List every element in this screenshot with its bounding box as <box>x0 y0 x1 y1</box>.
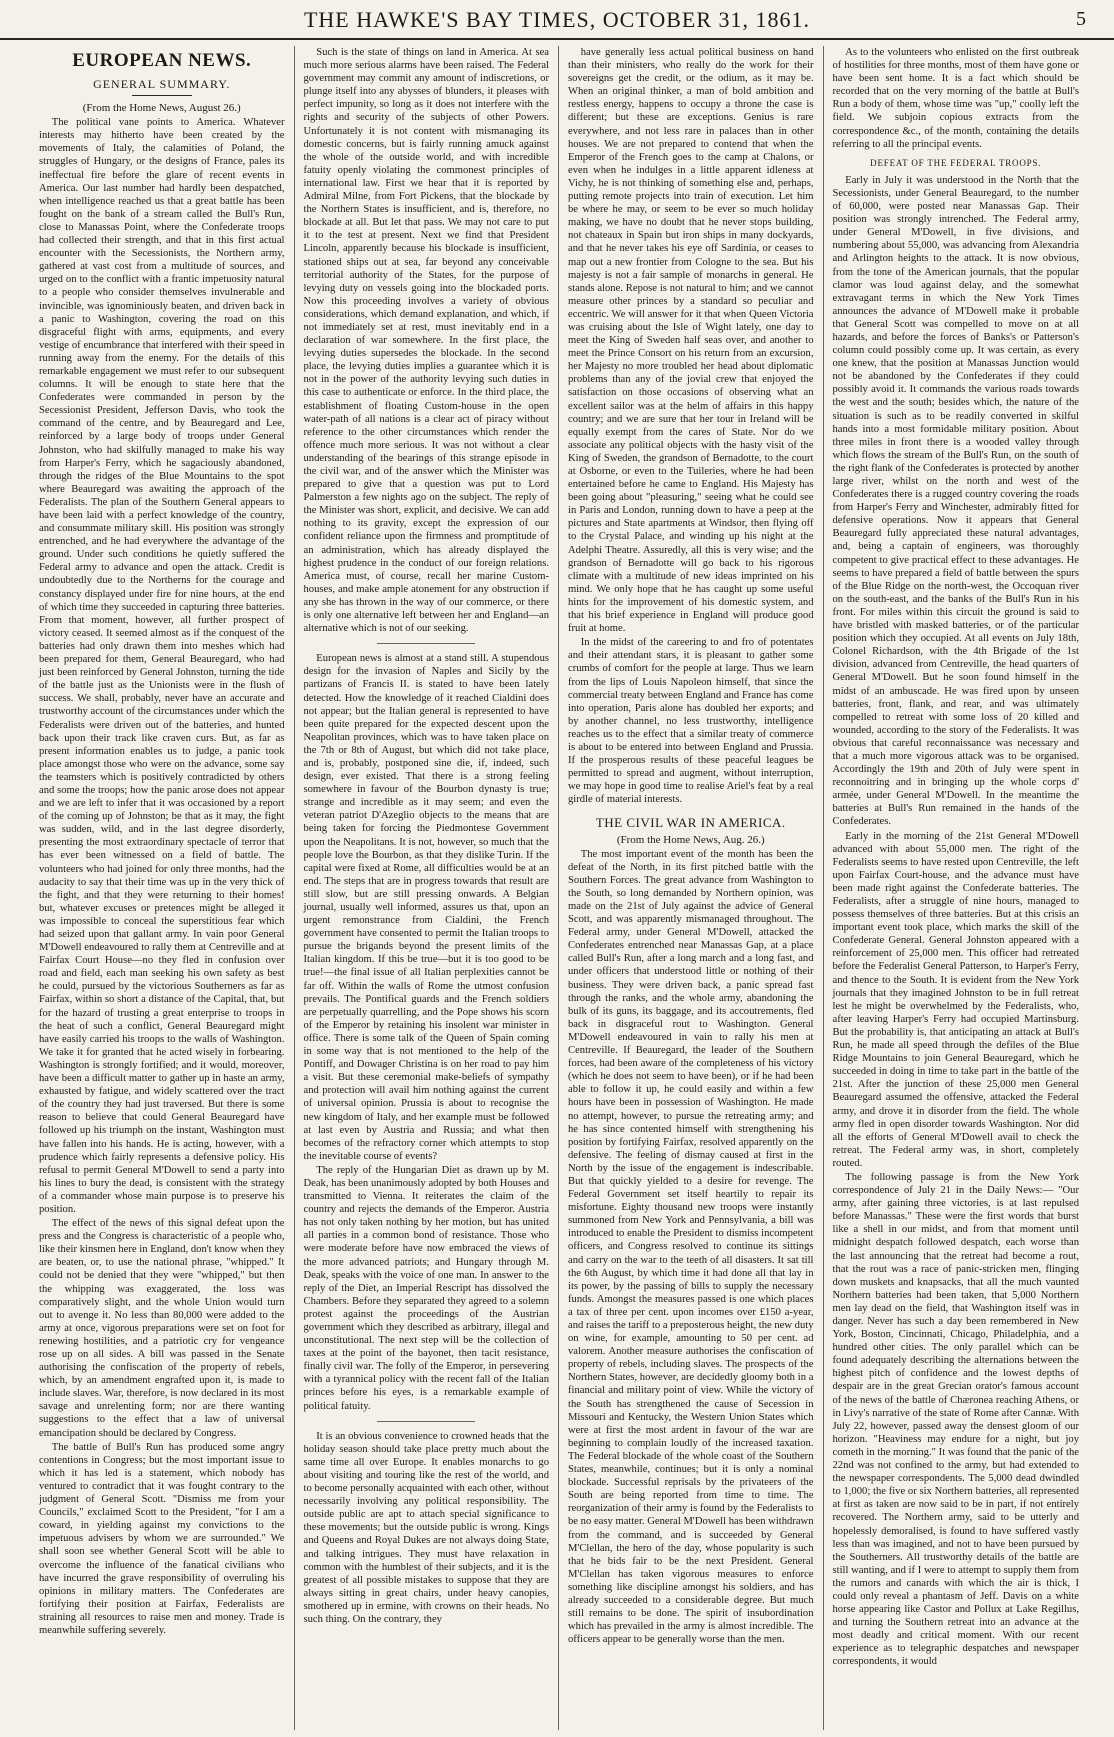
article-paragraph: The following passage is from the New York correspondence of July 21 in the Daily News:— "Our army, after gaining three victories, is at last repulsed before Manassas." These were the first words that burst like a shell in our midst, and from that moment until midnight despatch followed despatch, each worse than the last announcing that the retreat had become a rout, that the rout was a race of panic-stricken men, flinging down muskets and knapsacks, that all the much vaunted Northern batteries had been taken, that 5,000 Northern men lay dead on the field, that Washington itself was in danger. Never has such a day been remembered in New York, Boston, Cincinnati, Chicago, Philadelphia, and a hundred other cities. The only parallel which can be found adequately describing the alternations between the highest pitch of confidence and the lowest depths of despair are in the great Grecian orator's famous account of the news of the battle of Chæronea reaching Athens, or in Livy's narrative of the state of Rome after Cannæ. With July 22, however, passed away the densest gloom of our horizon. "Heaviness may endure for a night, but joy cometh in the morning." It was found that the panic of the 22nd was not confined to the army, but had extended to the newspaper correspondents. The 5,000 dead dwindled to 1,000; the five or six Northern batteries, all represented at first as taken are now said to be in part, if not entirely recovered. The Northern army, said to be utterly and hopelessly demoralised, is found to have suffered vastly less than was imagined, and not to have been pursued by the Southerners. All trustworthy details of the battle are still wanting, and if I were to attempt to supply them from the rumors and canards with which the air is thick, I could only reveal a phantasm of Jeff. Davis on a white horse appearing like Castor and Pollux at Lake Regillus, and turning the Southern retreat into an advance at the most deadly and critical moment. With our recent experience as to telegraphic despatches and newspaper correspondents, it would <box>832 1171 1079 1668</box>
source-note: (From the Home News, August 26.) <box>82 102 241 115</box>
section-divider <box>377 1421 475 1422</box>
article-paragraph: Early in July it was understood in the North that the Secessionists, under General Beauregard, to the number of 60,000, were posted near Manassas Gap. Their position was strongly intrenched. The Federal army, under General M'Dowell, in five divisions, and numbering about 55,000, was advancing from Alexandria and Arlington heights to the attack. It is now obvious, from the tone of the American journals, that the popular clamor was loud against delay, and the somewhat extravagant terms in which the New York Times announces the advance of M'Dowell make it probable that General Scott was compelled to move on at all hazards, and before the forces of Banks's or Patterson's column could possibly come up. It was certain, as every one knew, that the position at Manassas Junction would not be abandoned by the Confederates if they could possibly avoid it. It commands the various roads towards the west and the south; besides which, the nature of the situation is such as to be readily converted in skilful hands into a most formidable military position. About three miles in front there is a wooded valley through which flows the stream of the Bull's Run, on the south of the right flank of the Confederates is protected by another large river, whilst on the north and west of the Confederates there is a rugged country covering the roads from Harper's Ferry and Winchester, admirably fitted for defensive operations. Now it appears that General Beauregard fully appreciated these natural advantages, and, being a captain of engineers, was thoroughly competent to give practical effect to these advantages. He seems to have prepared a field of battle between the spurs of the Blue Ridge on the north-west, the Occoquan river on the south-east, and the banks of the Bull's Run in his front. For miles within this circuit the ground is said to have bristled with masked batteries, or of the particular position which they occupied. At all events on July 18th, Colonel Richardson, with the 4th Brigade of the 1st division, advanced from Centreville, the head quarters of General M'Dowell. But he soon found himself in the midst of an ambuscade. He was fired upon by unseen batteries, front, flank, and rear, and was ultimately compelled to retreat with some loss of 20 killed and wounded, according to the story of the Federalists. It was obvious that careful reconnaissance was necessary and that a much more vigorous attack was to be organised. Accordingly the 19th and 20th of July were spent in reconnoitring and in bringing up the whole corps d' armée, under General M'Dowell. In the meantime the batteries at Bull's Run remained in the hands of the Confederates. <box>832 174 1079 828</box>
newspaper-title: THE HAWKE'S BAY TIMES, OCTOBER 31, 1861. <box>303 7 811 32</box>
column-4 <box>824 46 1089 1730</box>
column-2 <box>295 46 560 1730</box>
heading-rule <box>132 95 192 96</box>
article-paragraph: As to the volunteers who enlisted on the first outbreak of hostilities for three months, most of them have gone or have been sent home. It is a fact which should be recorded that on the very morning of the battle at Bull's Run a body of them, whose time was "up," coolly left the field. We subjoin copious extracts from the correspondence &c., of the month, containing the details referring to all the principal events. <box>832 47 1079 150</box>
article-paragraph: have generally less actual political business on hand than their ministers, who really do the work for their sovereigns get the credit, or the odium, as it may be. When an original thinker, a man of bold ambition and restless energy, happens to occupy a throne the case is different; but these are exceptions. Genius is rare everywhere, and not less rare in palaces than in other houses. We are not prepared to contend that when the Emperor of the French goes to the camp at Chalons, or even when he indulges in a little apparent idleness at Vichy, he is not thinking of something else and, perhaps, putting remote projects into train of execution. Let him be where he may, or seem to be ever so much holiday making, we have no doubt that he never stops building, not chateaux in Spain but iron ships in many dockyards, and that he never takes his eye off Sardinia, or ceases to map out a new frontier from Cologne to the sea. But his majesty is not a fair sample of monarchs in general. He stands alone. Repose is not natural to him; and we cannot measure other princes by a standard so peculiar and eccentric. We will answer for it that when Queen Victoria was cruising about the Isle of Wight lately, one day to meet the King of Sweden half seas over, and another to meet the Prince Consort on his return from an excursion, her Majesty no more troubled her head about diplomatic problems than any of the jovial crew that enjoyed the satisfaction on those occasions of observing what an excellent sailor was at the helm of affairs in this happy country; and we are sure that her tour in Ireland will be equally exempt from the cares of State. Nor do we associate any political objects with the hasty visit of the King of Sweden, the grandson of Bernadotte, to the court at Osborne, or even to the Tuileries, where he had been entertained before he came to England. His Majesty has been going about "pleasuring," seeing what he could see in Paris and London, running down to have a peep at the pictures and State apartments at Windsor, then flying off to the Crystal Palace, and winding up his night at the Adelphi Theatre. Assuredly, all this is very wise; and the grandson of Bernadotte will go back to his rigorous climate with a multitude of new ideas imprinted on his mind. We only hope that he has caught up some useful hints for the improvement of his domestic system, and that his brief experience in England will produce good fruit at home. <box>568 47 814 635</box>
page-number: 5 <box>1076 8 1086 30</box>
masthead <box>0 0 1114 40</box>
article-paragraph: The reply of the Hungarian Diet as drawn up by M. Deak, has been unanimously adopted by both Houses and transmitted to Vienna. It reiterates the claim of the country and rejects the demands of the Emperor. Austria has not only taken nothing by her motion, but has united all parties in a common bond of resistance. Those who were moderate before have now embraced the views of the more advanced patriots; and Hungary through M. Deak, speaks with the voice of one man. In answer to the reply of the Diet, an Imperial Rescript has dissolved the Chambers. Before they separated they agreed to a solemn protest against the proceedings of the Austrian government which they described as arbitrary, illegal and unconstitutional. The next step will be the collection of taxes at the point of the bayonet, then tacit resistance, finally civil war. The folly of the Emperor, in persevering with a tyrannical policy with the recent fall of the Italian princes before his eyes, is a remarkable example of political fatuity. <box>303 1164 549 1412</box>
article-paragraph: The battle of Bull's Run has produced some angry contentions in Congress; but the most important issue to which it has led is a statement, which nobody has ventured to contradict that it was fought contrary to the judgment of General Scott. "Dismiss me from your Councils," exclaimed Scott to the President, "for I am a coward, in yielding against my convictions to the impetuous advisers by whom we are surrounded." We shall soon see whether General Scott will be able to overcome the influence of the fanatical civilians who have incurred the grave responsibility of overruling his opinions in military matters. The Confederates are fortifying their position at Fairfax, Federalists are straining all resources to raise men and money. Trade is meanwhile suffering severely. <box>39 1441 285 1636</box>
european-news-heading: EUROPEAN NEWS. <box>72 50 252 71</box>
source-note: (From the Home News, Aug. 26.) <box>616 833 765 846</box>
general-summary-subheading: GENERAL SUMMARY. <box>93 77 231 91</box>
article-paragraph: It is an obvious convenience to crowned heads that the holiday season should take place pretty much about the same time all over Europe. It enables monarchs to go about visiting and touring like the rest of the world, and to become personally acquainted with each other, without necessarily involving any political responsibility. The outside public are apt to attach special significance to these movements; but the outside public is wrong. Kings and Queens and Royal Dukes are not always doing State, and talking intrigues. They must have relaxation in common with the humblest of their subjects, and it is the greatest of all possible mistakes to suppose that they are always sitting in great chairs, under heavy canopies, smothered up in ermine, with crowns on their heads. No such thing. On the contrary, they <box>303 1430 549 1625</box>
column-3 <box>559 46 824 1730</box>
article-paragraph: The effect of the news of this signal defeat upon the press and the Congress is characteristic of a people who, like their kinsmen here in England, don't know when they are beaten, or, to use the national phrase, "whipped." It could not be denied that they were "whipped," but then the whipping was exaggerated, the loss was comparatively slight, and the whole Union would turn out to avenge it. No less than 80,000 were added to the army at once, vigorous preparations were set on foot for renewing hostilities, and a patriotic cry for vengeance rose up on all sides. A bill was passed in the Senate authorising the confiscation of the property of rebels, which, by an amendment engrafted upon it, is made to include slaves. War, therefore, is now declared in its most savage and unrelenting form; nor are there wanting suggestions to the effect that a law of universal emancipation should be declared by Congress. <box>39 1218 285 1439</box>
column-1 <box>30 46 295 1730</box>
defeat-heading: DEFEAT OF THE FEDERAL TROOPS. <box>870 157 1042 168</box>
article-paragraph: The political vane points to America. Whatever interests may hitherto have been created by the movements of Italy, the calamities of Poland, the struggles of Hungary, or the designs of France, pales its ineffectual fire before the glare of recent events in America. Our last number had hardly been despatched, when intelligence reached us that a great battle has been fought on the bank of a stream called the Bull's Run, close to Manassas Point, where the Confederate troops had collected their strength, and that in this first actual encounter with the Secessionists, the Northern army, gathered at vast cost from a multitude of sources, and urged on to the conflict with a frantic impetuosity natural to a people who consider themselves invulnerable and invincible, was ignominiously beaten, and driven back in a panic to Washington, covering the road on this disgraceful flight with arms, equipments, and every vestige of encumbrance that interfered with their speed in running away from the enemy. For the details of this remarkable engagement we must refer to our subsequent columns. It will be enough to state here that the Confederates were commanded in person by the Secessionist President, Jefferson Davis, who took the command of the centre, and by Beauregard and Lee, reinforced by a large body of troops under General Johnston, who had skilfully managed to make his way from Harper's Ferry, which he sagaciously abandoned, through the ridges of the Blue Mountains to the spot where Beauregard was awaiting the approach of the Federalists. The plan of the Southern General appears to have been laid with a perfect knowledge of the country, and consummate military skill. His position was strongly entrenched, and he had everywhere the advantage of the ground. Under such conditions he quietly suffered the Federal army to advance and open the attack. Credit is undoubtedly due to the Northerns for the courage and constancy displayed under fire for nine hours, at the end of which time they succeeded in capturing three batteries. From that moment, however, all further prospect of victory ceased. It seemed almost as if the conquest of the batteries had only drawn them into meshes which had been prepared for them, General Beauregard, who had just been reinforced by General Johnston, turning the tide of the battle just as the Unionists were in the flush of success. We shall, probably, never have an accurate and trustworthy account of the circumstances under which the Federalists were driven out of the batteries, and hunted back upon their track like craven curs. But, as far as present information enables us to judge, a panic took place amongst those who were on the advance, some say the teamsters which is positively contradicted by others and some the troops; how the panic arose does not appear and we are left to infer that it was occasioned by a report of the coming up of Johnston; be that as it may, the fight was sudden, wild, and in the last degree disorderly, presenting the most extraordinary spectacle of terror that has ever been witnessed on a field of battle. The volunteers who had joined for only three months, had the audacity to say that their time was up in the very thick of the fight, and that they were returning to their homes! but, whatever excuses or pretences might be alleged it was impossible to conceal the superstitious fear which had seized upon that gallant army. In vain poor General M'Dowell endeavoured to rally them at Centreville and at Fairfax Court House—no they fled in confusion over road and field, each man seeking his own safety as best he could, pursued by the victorious Southerners as far as Fairfax, within so short a distance of the Capital, that, but for the hazard of trusting a great enterprise to troops in the heat of such a conflict, General Beauregard might have easily carried his troops to the walls of Washington. We take it for granted that he acted wisely in forbearing. Washington is strongly fortified; and it would, moreover, have been a difficult matter to gather up in haste an army, exhausted by fatigue, and widely scattered over the tract of the country they had just traversed. But there is some reason to believe that could General Beauregard have followed up his triumph on the instant, Washington must have fallen into his hands. He is acting, however, with a prudence which fairly represents a defensive policy. His refusal to permit General M'Dowell to send a party into his lines to bury the dead, is consistent with the strategy of a commander whose main purpose is to preserve his position. <box>39 117 285 1215</box>
page-columns <box>30 46 1088 1730</box>
article-paragraph: Early in the morning of the 21st General M'Dowell advanced with about 55,000 men. The right of the Federalists seems to have rested upon Centreville, the left upon Fairfax Court-house, and the advance must have been made right against the Confederate batteries. The Federalists, after a struggle of nine hours, managed to possess themselves of three batteries. But at this crisis an important event took place, which marks the skill of the Confederate General. General Johnston appeared with a reinforcement of 25,000 men. This officer had retreated before the Federalist General Patterson, to Harper's Ferry, and thence to the South. It is evident from the New York journals that they imagined Johnston to be in full retreat lest he might be overwhelmed by the Federalists, who, after leaving Harper's Ferry had occupied Martinsburg. But the probability is, that anticipating an attack at Bull's Run, he made all speed through the defiles of the Blue Ridge Mountains to join General Beauregard, which he succeeded in doing in time to take part in the battle of the 21st. After the junction of these 25,000 men General Beauregard assumed the offensive, attacked the Federal army, and drove it in disorder from the field. The whole army fled in open disorder towards Washington. Nor did all the efforts of General M'Dowell avail to check the retreat. The Federal army was, in short, completely routed. <box>832 830 1079 1169</box>
article-paragraph: Such is the state of things on land in America. At sea much more serious alarms have been raised. The Federal government may commit any amount of indiscretions, or plunge itself into any abysses of blunders, it pleases with perfect impunity, so long as it does not interfere with the rights and security of the subjects of other Powers. Unfortunately it is not content with mismanaging its domestic concerns, but is fairly running amuck against the whole of the outside world, and with incredible fatuity openly violating the commonest principles of international law. First we hear that it is reported by Admiral Milne, from Fort Pickens, that the blockade by the Northern States is insufficient, and is, therefore, no blockade at all. But let that pass. We may not care to put it to the test at present. Next we find that President Lincoln, apparently because his blockade is insufficient, stationed ships out at sea, far beyond any conceivable territorial authority of the States, for the purpose of levying duty on vessels going into the blockaded ports. Now this proceeding involves a variety of obvious considerations, which demand explanation, and which, if not immediately set at rest, must inevitably end in a declaration of war somewhere. In the first place, the levying duties supersedes the blockade. In the second place, the levying duties implies a guarantee which it is not in the power of the authority levying such duties in this case to authenticate or enforce. In the third place, the establishment of floating Custom-house in the open water-path of all nations is a clear act of piracy without reference to the other circumstances which render the offence much more serious. It was not without a clear understanding of the bearings of this strange episode in the civil war, and of the answer which the Minister was prepared to give that a question was put to Lord Palmerston a few nights ago on the subject. The reply of the Minister was short, explicit, and decisive. We can add nothing to its gravity, except the expression of our confident reliance upon the firmness and promptitude of an administration, which has already displayed the highest prudence in the conduct of our foreign relations. America must, of course, recall her marine Custom-houses, and make ample atonement for any obstruction if any she has thrown in the way of our commerce, or there is only one alternative left between her and England—an alternative which is not of our seeking. <box>303 47 549 635</box>
section-divider <box>377 643 475 644</box>
article-paragraph: The most important event of the month has been the defeat of the North, in its first pitched battle with the Southern Forces. The great advance from Washington to the South, so long demanded by Northern opinion, was made on the 21st of July against the advice of General Scott, and was apparently mismanaged throughout. The Federal army, under General M'Dowell, attacked the Confederates entrenched near Manassas Gap, at a place called Bull's Run, after a long march and a long fast, and under officers that understood little or nothing of their business. They were driven back, a panic spread fast through the ranks, and the whole army, abandoning the bulk of its guns, its baggage, and its accoutrements, fled back in disgraceful rout to Washington. General M'Dowell endeavoured in vain to rally his men at Centreville. If Beauregard, the leader of the Southern forces, had been aware of the completeness of his victory (which he does not seem to have been), or if he had been able to follow it up, he could easily and within a few hours have been in possession of Washington. He made no attempt, however, to pursue the retreating army; and he has since contented himself with strengthening his position by fortifying Fairfax, resolved apparently on the defensive. The feeling of dismay caused at first in the North by the issue of the engagement is indescribable. But that quickly yielded to a desire for revenge. The Federal Government set itself heartily to repair its misfortune. Eighty thousand new troops were instantly summoned from New York and Pennsylvania, a bill was introduced to enable the President to dismiss incompetent officers, and Congress resolved to continue its sittings and carry on the war to the teeth of all disasters. It sat till the 6th August, by which time it had done all that lay in its power, by the passing of bills to supply the necessary funds. Amongst the measures passed is one which places a tax of three per cent. upon incomes over £150 a-year, and raises the tariff to a preposterous height, the new duty on wine, for example, amounting to 50 per cent. ad valorem. Another measure authorises the confiscation of property of rebels, including slaves. The prospects of the Northern States, however, are decidedly gloomy both in a financial and military point of view. While the victory of the South has strengthened the cause of Secession in Missouri and Kentucky, the Western Union States which were at first the most ardent in favour of the war are beginning to complain loudly of the increased taxation. The Federal blockade of the whole coast of the Southern States, meanwhile, continues; but it is only a nominal blockade. Successful reprisals by the privateers of the South are being reported from time to time. The reorganization of their army is found by the Federalists to be no easy matter. General M'Dowell has been withdrawn from the command, and is succeeded by General M'Clellan, the hero of the day, whose popularity is such that he bids fair to be the next President. General M'Clellan has taken vigorous measures to enforce something like discipline amongst his soldiers, and has already succeeded to a considerable degree. But much still remains to be done. The spirit of insubordination which has prevailed in the army is almost incredible. The officers appear to be generally worse than the men. <box>568 848 814 1646</box>
civil-war-heading: THE CIVIL WAR IN AMERICA. <box>595 815 786 831</box>
article-paragraph: In the midst of the careering to and fro of potentates and their attendant stars, it is pleasant to gather some crumbs of comfort for the people at large. Thus we learn from the lips of Louis Napoleon himself, that since the commercial treaty between England and France has come into operation, Paris alone has doubled her exports; and by another channel, no less trustworthy, intelligence reaches us to the effect that a similar treaty of commerce is about to be entered into between England and Prussia. If the prosperous results of these peaceful leagues be permitted to spread and augment, without interruption, we may hope in good time to realise Ariel's feat by a real girdle of material interests. <box>568 637 814 806</box>
article-paragraph: European news is almost at a stand still. A stupendous design for the invasion of Naples and Sicily by the partizans of Francis II. is stated to have been lately detected. How the knowledge of it reached Cialdini does not appear; but the Italian general is represented to have been quite prepared for the expected descent upon the Neapolitan provinces, which was to have taken place on the 7th or 8th of August, but which did not take place, and is, probably, postponed sine die, if, indeed, such design, ever existed. That there is a strong feeling somewhere in favour of the Bourbon dynasty is true; strange and incredible as it may seem; and even the veteran patriot D'Azeglio objects to the means that are being taken for forcing the Piedmontese Government upon the Neapolitans. It is not, however, so much that the people love the Bourbon, as that they dislike Turin. If the capital were fixed at Rome, all difficulties would be at an end. The steps that are in progress towards that result are still slow, but are still pressing onwards. A Belgian journal, usually well informed, assures us that, upon an urgent remonstrance from Cialdini, the French government have consented to permit the Italian troops to pursue the brigands beyond the present limits of the Italian kingdom. If this be true—but it is too good to be true!—the final issue of all Italian perplexities cannot be far off. Within the walls of Rome the utmost confusion prevails. The Pontifical guards and the French soldiers are perpetually quarrelling, and the Pope shows his scorn of the Emperor by retaining his insolent war minister in office. There is some talk of the Queen of Spain coming in some way that is not mentioned to the help of the Pontiff, and Dowager Christina is on her road to pay him a visit. But these ceremonial make-beliefs of sympathy and protection will avail him nothing against the current of universal opinion. Prussia is about to recognise the new kingdom of Italy, and her example must be followed at last even by Austria and Russia; and what then becomes of the refractory corner which attempts to stop the inevitable course of events? <box>303 653 549 1162</box>
